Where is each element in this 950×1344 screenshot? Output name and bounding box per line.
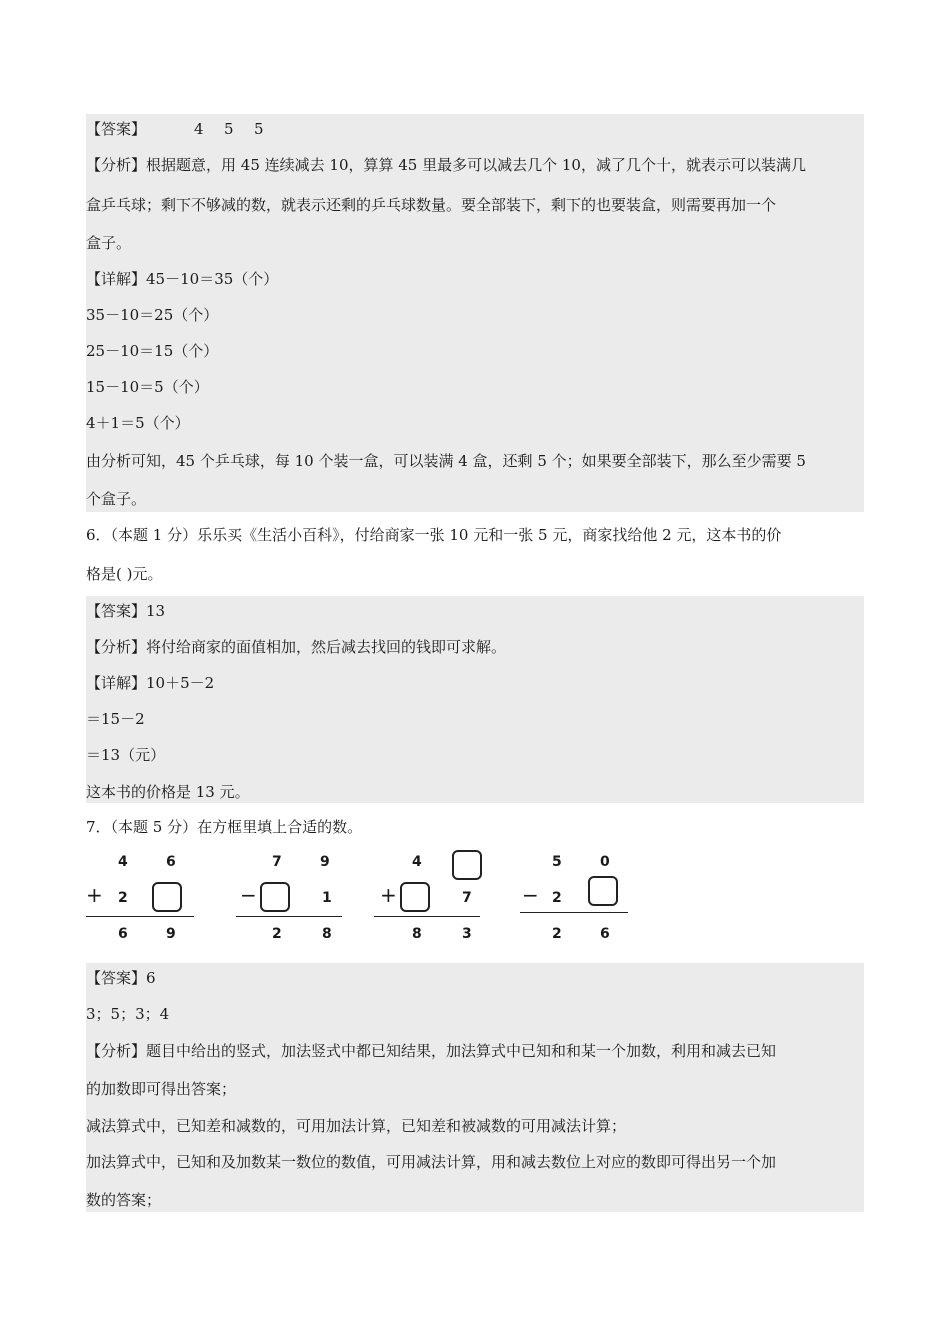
answer-value: 5 (254, 120, 264, 138)
q6-answer-row (86, 601, 165, 621)
q6-conclusion-line: 这本书的价格是 13 元。 (86, 783, 250, 801)
digit: 2 (552, 890, 562, 906)
digit: 3 (462, 926, 472, 942)
digit: 4 (412, 854, 422, 870)
analysis-text: 将付给商家的面值相加，然后减去找回的钱即可求解。 (146, 638, 507, 656)
q5-conclusion-line: 由分析可知，45 个乒乓球，每 10 个装一盒，可以装满 4 盒，还剩 5 个；如果要全部装下，那么至少需要 5 (86, 452, 806, 470)
q6-detail-line (86, 673, 214, 693)
answer-label: 【答案】 (86, 120, 147, 138)
digit: 4 (118, 854, 128, 870)
q7-answer-row: 3；5；3；4 (86, 1005, 170, 1023)
digit: 2 (272, 926, 282, 942)
q6-detail-line: ＝15－2 (86, 710, 145, 728)
vertical-problem-4 (516, 850, 636, 945)
digit: 0 (600, 854, 610, 870)
digit: 2 (118, 890, 128, 906)
answer-value: 4 (194, 120, 204, 138)
q7-analysis-line: 加法算式中，已知和及加数某一数位的数值，可用减法计算，用和减去数位上对应的数即可得出另一个加 (86, 1153, 777, 1171)
minus-sign: − (240, 883, 257, 907)
q6-answer-block (86, 596, 864, 803)
analysis-label: 【分析】 (86, 1042, 147, 1060)
digit: 5 (552, 854, 562, 870)
detail-text: 45－10＝35（个） (146, 270, 279, 288)
digit: 6 (166, 854, 176, 870)
sum-line (374, 916, 480, 917)
q6-detail-line: ＝13（元） (86, 746, 166, 764)
digit: 7 (462, 890, 472, 906)
q7-answer-row (86, 968, 156, 988)
q5-analysis-line: 盒乒乓球；剩下不够减的数，就表示还剩的乒乓球数量。要全部装下，剩下的也要装盒，则需要再加一个 (86, 196, 777, 214)
difference-line (236, 916, 342, 917)
plus-sign: + (86, 883, 103, 907)
answer-value: 5 (224, 120, 234, 138)
answer-value: 6 (146, 969, 156, 987)
answer-box[interactable] (400, 882, 430, 912)
q7-analysis-line: 减法算式中，已知差和减数的，可用加法计算，已知差和被减数的可用减法计算； (86, 1117, 627, 1135)
q5-detail-line (86, 269, 278, 289)
q5-answer-row (86, 119, 264, 139)
answer-box[interactable] (152, 882, 182, 912)
answer-box[interactable] (588, 876, 618, 906)
vertical-problem-2 (232, 850, 352, 945)
answer-label: 【答案】 (86, 602, 147, 620)
q7-analysis-line: 的加数即可得出答案； (86, 1080, 237, 1098)
detail-label: 【详解】 (86, 270, 147, 288)
q7-analysis-line: 数的答案； (86, 1191, 162, 1209)
q6-question-line: 6．（本题 1 分）乐乐买《生活小百科》，付给商家一张 10 元和一张 5 元，商家找给他 2 元，这本书的价 (86, 526, 782, 544)
answer-box[interactable] (452, 850, 482, 880)
detail-text: 10＋5－2 (146, 674, 215, 692)
digit: 8 (412, 926, 422, 942)
analysis-label: 【分析】 (86, 156, 147, 174)
plus-sign: + (380, 883, 397, 907)
digit: 8 (322, 926, 332, 942)
analysis-text: 根据题意，用 45 连续减去 10，算算 45 里最多可以减去几个 10，减了几个十，就表示可以装满几 (146, 156, 806, 174)
q5-analysis-line (86, 155, 806, 175)
q5-detail-line: 15－10＝5（个） (86, 378, 209, 396)
digit: 9 (166, 926, 176, 942)
analysis-label: 【分析】 (86, 638, 147, 656)
q5-conclusion-line: 个盒子。 (86, 490, 147, 508)
q5-detail-line: 4＋1＝5（个） (86, 414, 190, 432)
digit: 9 (320, 854, 330, 870)
answer-value: 13 (146, 602, 166, 620)
q5-detail-line: 35－10＝25（个） (86, 306, 219, 324)
digit: 7 (272, 854, 282, 870)
difference-line (520, 912, 628, 913)
q6-analysis-line (86, 637, 506, 657)
answer-label: 【答案】 (86, 969, 147, 987)
vertical-problem-3 (372, 850, 492, 945)
detail-label: 【详解】 (86, 674, 147, 692)
sum-line (86, 916, 194, 917)
q7-analysis-line (86, 1041, 776, 1061)
analysis-text: 题目中给出的竖式，加法竖式中都已知结果，加法算式中已知和和某一个加数，利用和减去已知 (146, 1042, 777, 1060)
q6-question-line: 格是( )元。 (86, 565, 163, 583)
digit: 2 (552, 926, 562, 942)
digit: 6 (600, 926, 610, 942)
q7-question-line: 7．（本题 5 分）在方框里填上合适的数。 (86, 818, 363, 836)
q5-analysis-line: 盒子。 (86, 234, 132, 252)
answer-box[interactable] (260, 882, 290, 912)
minus-sign: − (522, 883, 539, 907)
digit: 6 (118, 926, 128, 942)
digit: 1 (322, 890, 332, 906)
q5-detail-line: 25－10＝15（个） (86, 342, 219, 360)
vertical-problem-1 (80, 850, 200, 945)
